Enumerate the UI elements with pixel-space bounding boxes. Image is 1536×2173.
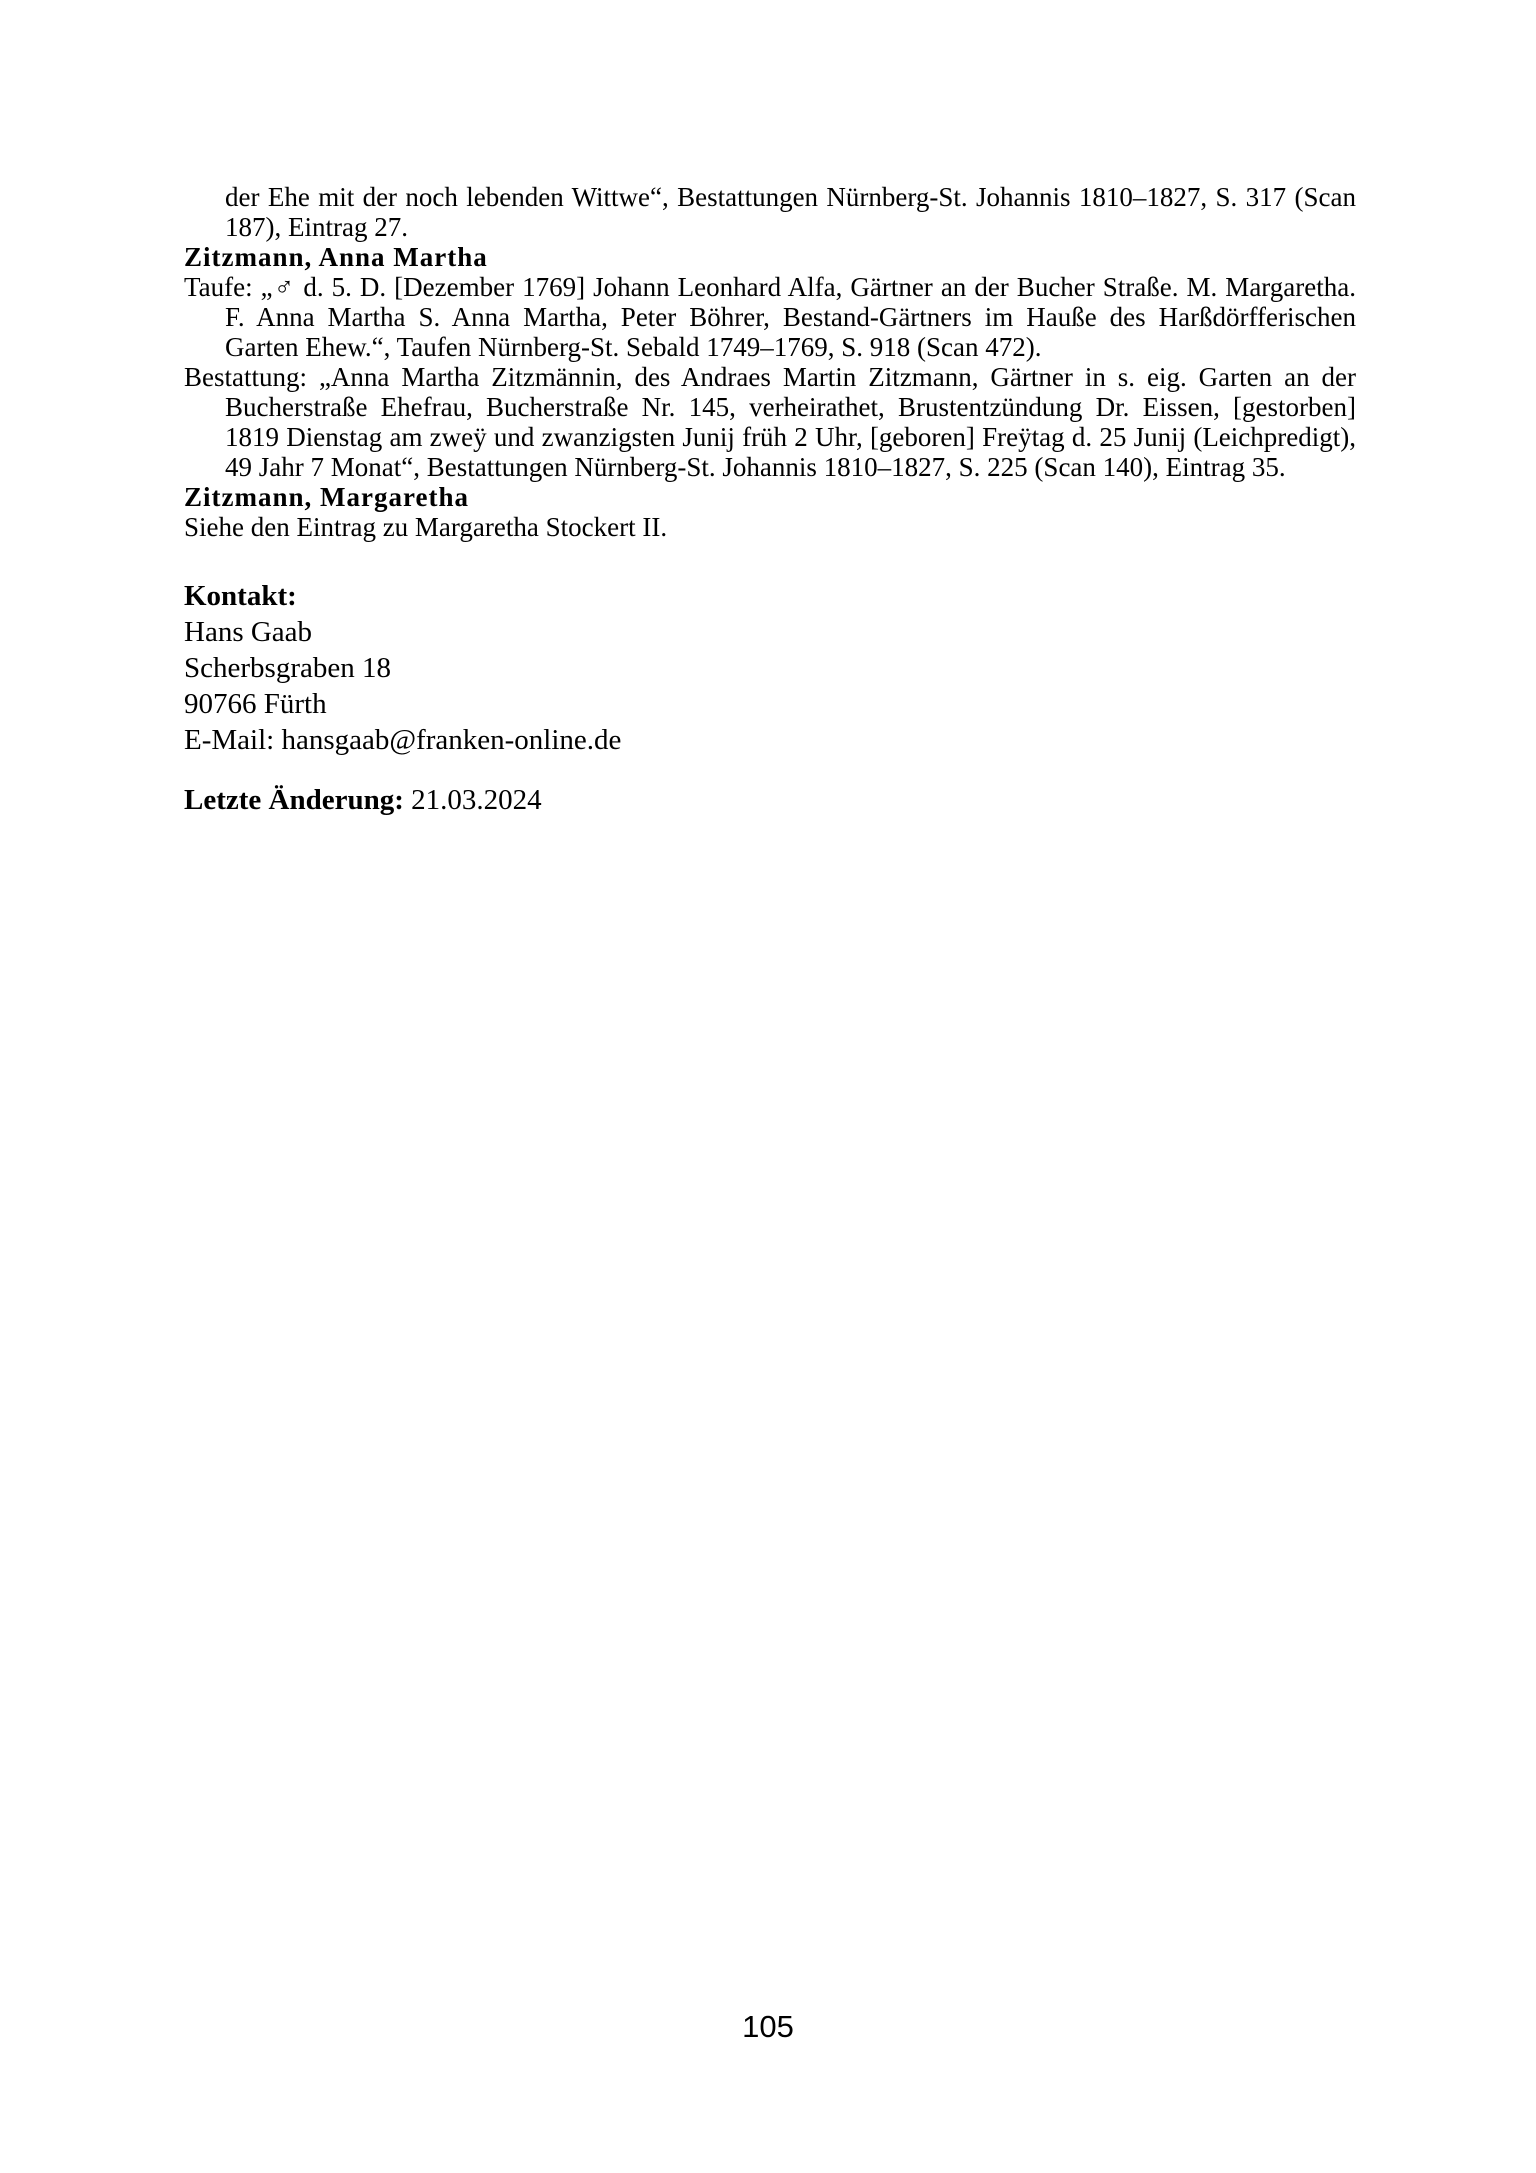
contact-block bbox=[184, 578, 1356, 758]
contact-heading: Kontakt: bbox=[184, 580, 297, 612]
contact-street: Scherbsgraben 18 bbox=[184, 652, 391, 684]
last-change-line bbox=[184, 782, 1356, 818]
text-block bbox=[184, 182, 1356, 818]
entry-paragraph-bestattung: Bestattung: „Anna Martha Zitzmännin, des Andraes Martin Zitzmann, Gärtner in s. eig. Garten an der Bucherstraße Ehefrau, Bucherstraße Nr. 145, verheirathet, Brustentzündung Dr. Eissen, [gestorben] 1819 Dienstag am zweÿ und zwanzigsten Junij früh 2 Uhr, [geboren] Freÿtag d. 25 Junij (Leichpredigt), 49 Jahr 7 Monat“, Bestattungen Nürnberg-St. Johannis 1810–1827, S. 225 (Scan 140), Eintrag 35. bbox=[184, 362, 1356, 482]
entry-heading-zitzmann-anna-martha: Zitzmann, Anna Martha bbox=[184, 242, 488, 272]
last-change-label: Letzte Änderung: bbox=[184, 784, 404, 816]
contact-name: Hans Gaab bbox=[184, 616, 313, 648]
contact-city: 90766 Fürth bbox=[184, 688, 327, 720]
entry-paragraph-siehe-verweis: Siehe den Eintrag zu Margaretha Stockert II. bbox=[184, 512, 668, 542]
contact-email: E-Mail: hansgaab@franken-online.de bbox=[184, 724, 622, 756]
last-change-date: 21.03.2024 bbox=[411, 784, 542, 816]
carryover-paragraph: der Ehe mit der noch lebenden Wittwe“, Bestattungen Nürnberg-St. Johannis 1810–1827, S. 317 (Scan 187), Eintrag 27. bbox=[225, 182, 1356, 242]
page-number: 105 bbox=[742, 2009, 794, 2044]
entry-paragraph-taufe: Taufe: „♂ d. 5. D. [Dezember 1769] Johann Leonhard Alfa, Gärtner an der Bucher Straße. M. Margaretha. F. Anna Martha S. Anna Martha, Peter Böhrer, Bestand-Gärtners im Hauße des Harßdörfferischen Garten Ehew.“, Taufen Nürnberg-St. Sebald 1749–1769, S. 918 (Scan 472). bbox=[184, 272, 1356, 362]
entry-heading-zitzmann-margaretha: Zitzmann, Margaretha bbox=[184, 482, 469, 512]
